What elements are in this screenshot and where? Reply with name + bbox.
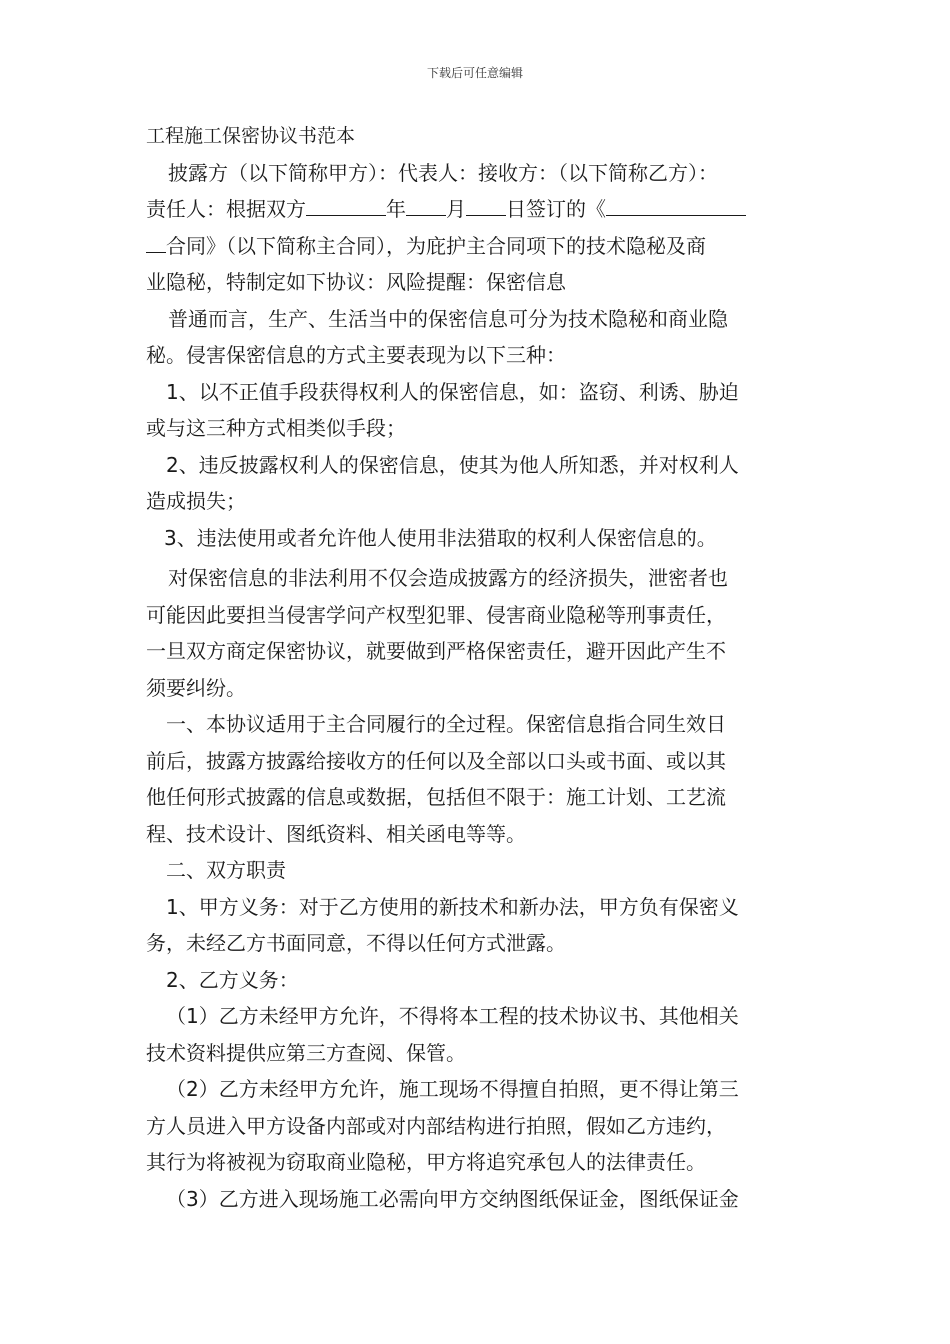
duty-line: 其行为将被视为窃取商业隐秘，甲方将追究承包人的法律责任。 [146,1150,706,1174]
blank-year [406,193,446,216]
intro-text: 责任人：根据双方 [146,197,306,221]
section-line: 前后，披露方披露给接收方的任何以及全部以口头或书面、或以其 [146,748,726,773]
section-line: 一、本协议适用于主合同履行的全过程。保密信息指合同生效日 [166,712,726,736]
intro-line-4: 业隐秘，特制定如下协议：风险提醒：保密信息 [146,270,566,294]
intro-line-1: 披露方（以下简称甲方）：代表人：接收方：（以下简称乙方）： [168,160,718,185]
paragraph-line: 对保密信息的非法利用不仅会造成披露方的经济损失，泄密者也 [168,566,728,590]
paragraph-line: 秘。侵害保密信息的方式主要表现为以下三种： [146,343,566,367]
duty-line: 务，未经乙方书面同意，不得以任何方式泄露。 [146,931,566,955]
section-heading: 二、双方职责 [166,858,286,882]
duty-line: （2）乙方未经甲方允许，施工现场不得擅自拍照，更不得让第三 [166,1077,739,1101]
paragraph-line: 一旦双方商定保密协议，就要做到严格保密责任，避开因此产生不 [146,639,726,663]
section-line: 他任何形式披露的信息或数据，包括但不限于：施工计划、工艺流 [146,785,726,809]
paragraph-line: 须要纠纷。 [146,675,246,700]
paragraph-line: 可能因此要担当侵害学问产权型犯罪、侵害商业隐秘等刑事责任， [146,602,726,627]
duty-line: （3）乙方进入现场施工必需向甲方交纳图纸保证金，图纸保证金 [166,1186,739,1211]
duty-line: 1、甲方义务：对于乙方使用的新技术和新办法，甲方负有保密义 [166,894,739,919]
document-title: 工程施工保密协议书范本 [146,125,356,147]
list-item-line: 或与这三种方式相类似手段； [146,416,406,440]
intro-text: 合同》（以下简称主合同），为庇护主合同项下的技术隐秘及商 [166,233,706,258]
blank-month [466,193,506,216]
list-item-line: 3、违法使用或者允许他人使用非法猎取的权利人保密信息的。 [164,525,717,550]
duty-heading: 2、乙方义务： [166,967,299,992]
intro-text: 年 [386,197,406,221]
intro-line-3 [146,228,816,265]
blank-contract-name [606,193,746,216]
blank-contract-name-cont [146,230,166,253]
paragraph-line: 普通而言，生产、生活当中的保密信息可分为技术隐秘和商业隐 [168,306,728,331]
blank-party-date [306,193,386,216]
duty-line: 方人员进入甲方设备内部或对内部结构进行拍照，假如乙方违约， [146,1113,726,1138]
duty-line: （1）乙方未经甲方允许，不得将本工程的技术协议书、其他相关 [166,1004,739,1028]
list-item-line: 2、违反披露权利人的保密信息，使其为他人所知悉，并对权利人 [166,452,739,477]
list-item-line: 造成损失； [146,489,246,513]
document-body [146,118,816,1217]
list-item-line: 1、以不正值手段获得权利人的保密信息，如：盗窃、利诱、胁迫 [166,379,739,404]
intro-text: 月 [446,197,466,221]
intro-line-2 [146,191,816,228]
page-header-note: 下载后可任意编辑 [426,66,523,80]
duty-line: 技术资料提供应第三方查阅、保管。 [146,1040,466,1065]
section-line: 程、技术设计、图纸资料、相关函电等等。 [146,821,526,846]
intro-text: 日签订的《 [506,197,606,221]
